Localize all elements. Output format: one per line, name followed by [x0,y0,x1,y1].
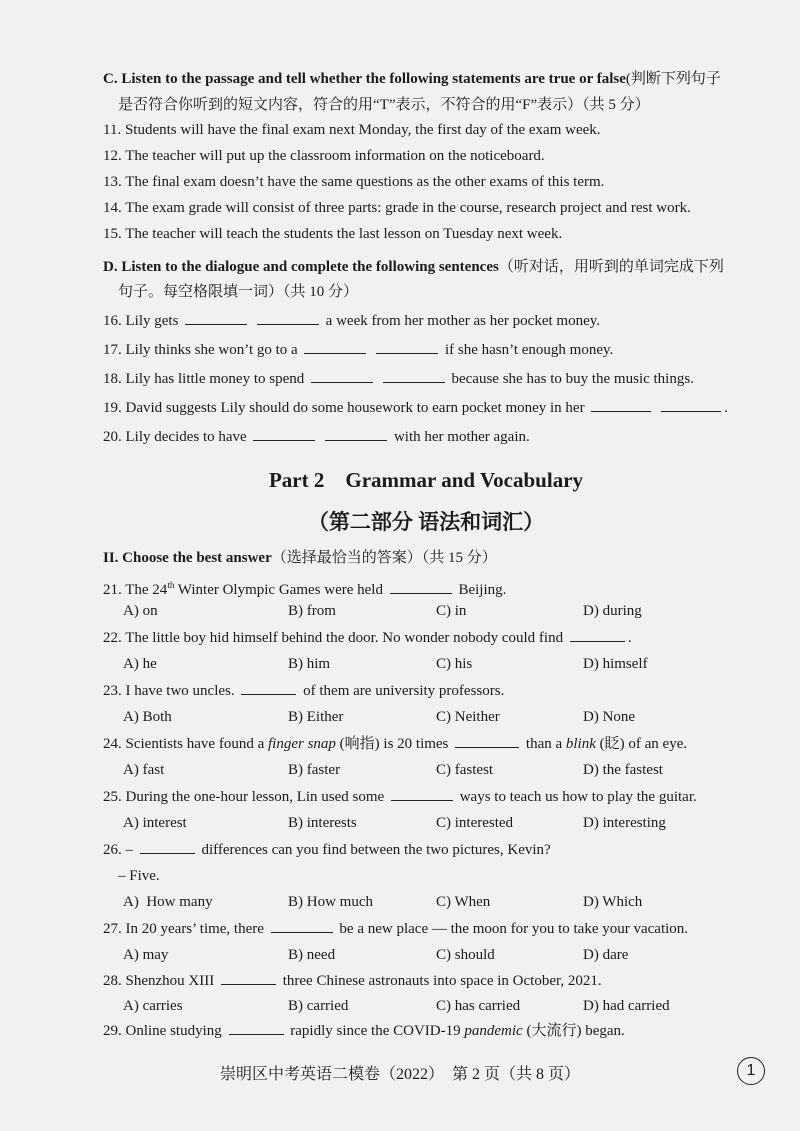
section-ii-title-en: II. Choose the best answer [103,550,272,566]
option-a[interactable]: A) may [123,947,169,963]
option-a[interactable]: A) fast [123,762,165,778]
question-23 [103,682,504,700]
answer-blank[interactable] [185,312,247,325]
answer-blank[interactable] [253,428,315,441]
question-20 [103,428,530,446]
q29-term-pandemic: pandemic [464,1023,523,1039]
answer-blank[interactable] [304,341,366,354]
q28-post: three Chinese astronauts into space in October, 2021. [282,973,602,989]
question-13: 13. The final exam doesn’t have the same questions as the other exams of this term. [103,174,605,190]
q24-end: (眨) of an eye. [595,736,688,752]
option-d[interactable]: D) None [583,709,636,725]
option-a[interactable]: A) on [123,603,158,619]
question-11: 11. Students will have the final exam next Monday, the first day of the exam week. [103,122,601,138]
question-18 [103,370,694,388]
question-27 [103,920,688,938]
question-15: 15. The teacher will teach the students the last lesson on Tuesday next week. [103,226,563,242]
option-b[interactable]: B) carried [288,998,349,1014]
question-14: 14. The exam grade will consist of three parts: grade in the course, research project and rest work. [103,200,691,216]
q21-pre: 21. The 24 [103,582,168,598]
question-16 [103,312,600,330]
q21-mid: Winter Olympic Games were held [174,582,383,598]
option-c[interactable]: C) fastest [436,762,494,778]
option-d[interactable]: D) the fastest [583,762,663,778]
option-d[interactable]: D) interesting [583,815,666,831]
section-ii-title-cn: （选择最恰当的答案）（共 15 分） [271,550,497,566]
q24-pre: 24. Scientists have found a [103,736,265,752]
option-b[interactable]: B) interests [288,815,357,831]
question-26 [103,841,551,859]
part-subtitle: （第二部分 语法和词汇） [307,510,545,534]
q25-post: ways to teach us how to play the guitar. [459,789,697,805]
option-d[interactable]: D) dare [583,947,629,963]
option-b[interactable]: B) faster [288,762,341,778]
option-a[interactable]: A) Both [123,709,172,725]
option-b[interactable]: B) How much [288,894,373,910]
q17-pre: 17. Lily thinks she won’t go to a [103,342,298,358]
section-c-title-en: C. Listen to the passage and tell whether the following statements are true or false [103,71,626,87]
answer-blank[interactable] [271,920,333,933]
q26-answer: – Five. [118,868,160,884]
question-12: 12. The teacher will put up the classroom information on the noticeboard. [103,148,545,164]
answer-blank[interactable] [241,682,296,695]
section-d-title-en: D. Listen to the dialogue and complete the following sentences [103,259,499,275]
section-c-title [103,70,721,88]
q29-end: (大流行) began. [522,1023,625,1039]
q20-post: with her mother again. [393,429,530,445]
option-a[interactable]: A) How many [123,894,213,910]
question-21 [103,576,506,599]
answer-blank[interactable] [221,972,276,985]
q29-pre: 29. Online studying [103,1023,222,1039]
option-c[interactable]: C) his [436,656,473,672]
question-22 [103,629,632,647]
option-d[interactable]: D) Which [583,894,643,910]
q18-post: because she has to buy the music things. [451,371,694,387]
section-d-instructions: 句子。每空格限填一词）（共 10 分） [118,284,359,300]
option-c[interactable]: C) should [436,947,495,963]
q16-pre: 16. Lily gets [103,313,179,329]
option-a[interactable]: A) he [123,656,157,672]
q28-pre: 28. Shenzhou XIII [103,973,215,989]
section-c-instructions: 是否符合你听到的短文内容，符合的用“T”表示，不符合的用“F”表示）（共 5 分） [118,97,650,113]
q20-pre: 20. Lily decides to have [103,429,247,445]
question-29 [103,1022,625,1040]
q27-pre: 27. In 20 years’ time, there [103,921,264,937]
option-c[interactable]: C) When [436,894,491,910]
q26-pre: 26. – [103,842,133,858]
answer-blank[interactable] [390,581,452,594]
q25-pre: 25. During the one-hour lesson, Lin used some [103,789,385,805]
answer-blank[interactable] [257,312,319,325]
option-c[interactable]: C) Neither [436,709,500,725]
q19-pre: 19. David suggests Lily should do some housework to earn pocket money in her [103,400,585,416]
q16-post: a week from her mother as her pocket money. [325,313,601,329]
option-b[interactable]: B) from [288,603,336,619]
option-b[interactable]: B) Either [288,709,344,725]
option-d[interactable]: D) had carried [583,998,670,1014]
answer-blank[interactable] [325,428,387,441]
answer-blank[interactable] [391,788,453,801]
question-19 [103,399,728,417]
q24-post: than a [525,736,563,752]
question-28 [103,972,602,990]
page-footer: 崇明区中考英语二模卷（2022） 第 2 页（共 8 页） [219,1066,580,1083]
q21-post: Beijing. [458,582,507,598]
q19-post: . [724,400,728,416]
q24-term-blink: blink [565,736,596,752]
answer-blank[interactable] [140,841,195,854]
option-a[interactable]: A) carries [123,998,183,1014]
page-mark: 1 [737,1057,765,1085]
q24-term-finger-snap: finger snap [267,736,336,752]
q17-post: if she hasn’t enough money. [444,342,614,358]
question-25 [103,788,697,806]
q23-post: of them are university professors. [303,683,505,699]
section-c-title-cn: (判断下列句子 [625,71,721,87]
q22-post: . [627,630,632,646]
answer-blank[interactable] [661,399,721,412]
q23-pre: 23. I have two uncles. [103,683,235,699]
option-d[interactable]: D) himself [583,656,648,672]
q18-pre: 18. Lily has little money to spend [103,371,305,387]
answer-blank[interactable] [383,370,445,383]
q27-post: be a new place — the moon for you to take your vacation. [339,921,689,937]
option-a[interactable]: A) interest [123,815,187,831]
answer-blank[interactable] [376,341,438,354]
part-title: Part 2 Grammar and Vocabulary [268,468,584,492]
option-d[interactable]: D) during [583,603,642,619]
option-c[interactable]: C) in [436,603,467,619]
answer-blank[interactable] [570,629,625,642]
answer-blank[interactable] [591,399,651,412]
section-d-title-cn: （听对话，用听到的单词完成下列 [498,259,724,275]
q26-post: differences can you find between the two pictures, Kevin? [201,842,551,858]
option-b[interactable]: B) need [288,947,336,963]
answer-blank[interactable] [455,735,519,748]
option-b[interactable]: B) him [288,656,331,672]
section-d-title [103,258,724,276]
q24-mid: (响指) is 20 times [335,736,449,752]
q21-sup: th [167,580,175,590]
section-ii-title [103,549,497,567]
option-c[interactable]: C) has carried [436,998,521,1014]
answer-blank[interactable] [229,1022,284,1035]
question-24 [103,735,687,753]
option-c[interactable]: C) interested [436,815,514,831]
q22-pre: 22. The little boy hid himself behind the door. No wonder nobody could find [103,630,564,646]
answer-blank[interactable] [311,370,373,383]
question-17 [103,341,613,359]
q29-post: rapidly since the COVID-19 [290,1023,461,1039]
